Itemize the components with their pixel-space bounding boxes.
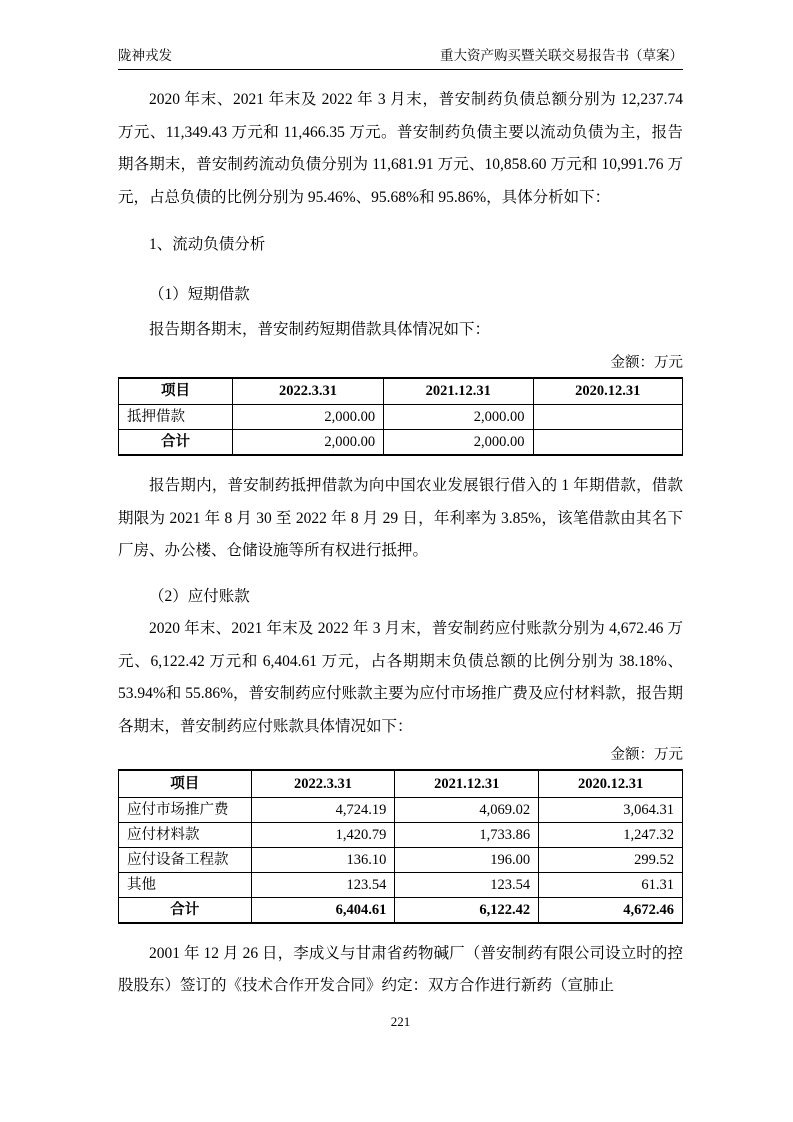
table-total-row: [119, 430, 683, 456]
table-cell: 抵押借款: [119, 405, 233, 430]
paragraph-borrowing-details: 报告期内，普安制药抵押借款为向中国农业发展银行借入的 1 年期借款，借款期限为 2021 年 8 月 30 至 2022 年 8 月 29 日，年利率为 3.85%，该笔借款由其名下厂房、办公楼、仓储设施等所有权进行抵押。: [118, 477, 683, 559]
page-number: 221: [390, 1013, 411, 1029]
company-name: 陇神戎发: [118, 48, 172, 63]
table-header-cell: 2021.12.31: [384, 378, 533, 405]
table-cell: 1,733.86: [395, 822, 539, 847]
table-cell: 合计: [119, 430, 233, 456]
table-cell: 123.54: [251, 872, 395, 897]
table-header-cell: 2020.12.31: [539, 770, 683, 797]
paragraph-technology-contract: 2001 年 12 月 26 日，李成义与甘肃省药物碱厂（普安制药有限公司设立时的控股股东）签订的《技术合作开发合同》约定：双方合作进行新药（宣肺止: [118, 944, 683, 994]
table-header-cell: 2022.3.31: [251, 770, 395, 797]
table-header-row: [119, 770, 683, 797]
table-row: [119, 847, 683, 872]
paragraph-short-term-intro: 报告期各期末，普安制药短期借款具体情况如下：: [149, 321, 491, 338]
unit-label-short-term: 金额：万元: [610, 354, 683, 371]
table-cell: 4,672.46: [539, 897, 683, 923]
paragraph-accounts-payable-overview: 2020 年末、2021 年末及 2022 年 3 月末，普安制药应付账款分别为 4,672.46 万元、6,122.42 万元和 6,404.61 万元，占各期期末负债总额的比例分别为 38.18%、53.94%和 55.86%，普安制药应付账款主要为应付市场推广费及应付材料款，报告期各期末，普安制药应付账款具体情况如下：: [118, 620, 683, 735]
table-cell: 1,247.32: [539, 822, 683, 847]
table-row: [119, 822, 683, 847]
table-cell: 其他: [119, 872, 252, 897]
table-cell: 2,000.00: [232, 430, 383, 456]
table-cell: 3,064.31: [539, 797, 683, 822]
table-header-cell: 2022.3.31: [232, 378, 383, 405]
table-header-cell: 2021.12.31: [395, 770, 539, 797]
paragraph-liabilities-overview: 2020 年末、2021 年末及 2022 年 3 月末，普安制药负债总额分别为 12,237.74 万元、11,349.43 万元和 11,466.35 万元。普安制药负债主要以流动负债为主，报告期各期末，普安制药流动负债分别为 11,681.91 万元、10,858.60 万元和 10,991.76 万元，占总负债的比例分别为 95.46%、95.68%和 95.86%，具体分析如下：: [118, 91, 683, 206]
accounts-payable-table: [118, 769, 683, 924]
table-header-cell: 项目: [119, 378, 233, 405]
table-cell: 合计: [119, 897, 252, 923]
table-cell: 136.10: [251, 847, 395, 872]
table-cell: 应付材料款: [119, 822, 252, 847]
table-header-cell: 项目: [119, 770, 252, 797]
table-cell: 2,000.00: [232, 405, 383, 430]
table-header-cell: 2020.12.31: [533, 378, 682, 405]
table-cell: 2,000.00: [384, 430, 533, 456]
table-cell: 6,404.61: [251, 897, 395, 923]
table-cell: 196.00: [395, 847, 539, 872]
table-cell: 299.52: [539, 847, 683, 872]
table-total-row: [119, 897, 683, 923]
report-title: 重大资产购买暨关联交易报告书（草案）: [440, 48, 683, 63]
table-row: [119, 797, 683, 822]
table-row: [119, 872, 683, 897]
unit-label-accounts-payable: 金额：万元: [610, 747, 683, 763]
subsection-heading-short-term-borrowings: （1）短期借款: [149, 285, 250, 303]
table-cell: 6,122.42: [395, 897, 539, 923]
short-term-borrowings-table: [118, 377, 683, 457]
table-cell: 2,000.00: [384, 405, 533, 430]
table-row: [119, 405, 683, 430]
section-heading-current-liabilities: 1、流动负债分析: [149, 236, 266, 253]
table-cell: [533, 430, 682, 456]
table-cell: 4,724.19: [251, 797, 395, 822]
table-cell: 4,069.02: [395, 797, 539, 822]
page-header: [118, 46, 683, 70]
table-cell: [533, 405, 682, 430]
subsection-heading-accounts-payable: （2）应付账款: [149, 587, 250, 605]
table-cell: 61.31: [539, 872, 683, 897]
table-cell: 应付市场推广费: [119, 797, 252, 822]
table-cell: 应付设备工程款: [119, 847, 252, 872]
table-header-row: [119, 378, 683, 405]
table-cell: 123.54: [395, 872, 539, 897]
table-cell: 1,420.79: [251, 822, 395, 847]
